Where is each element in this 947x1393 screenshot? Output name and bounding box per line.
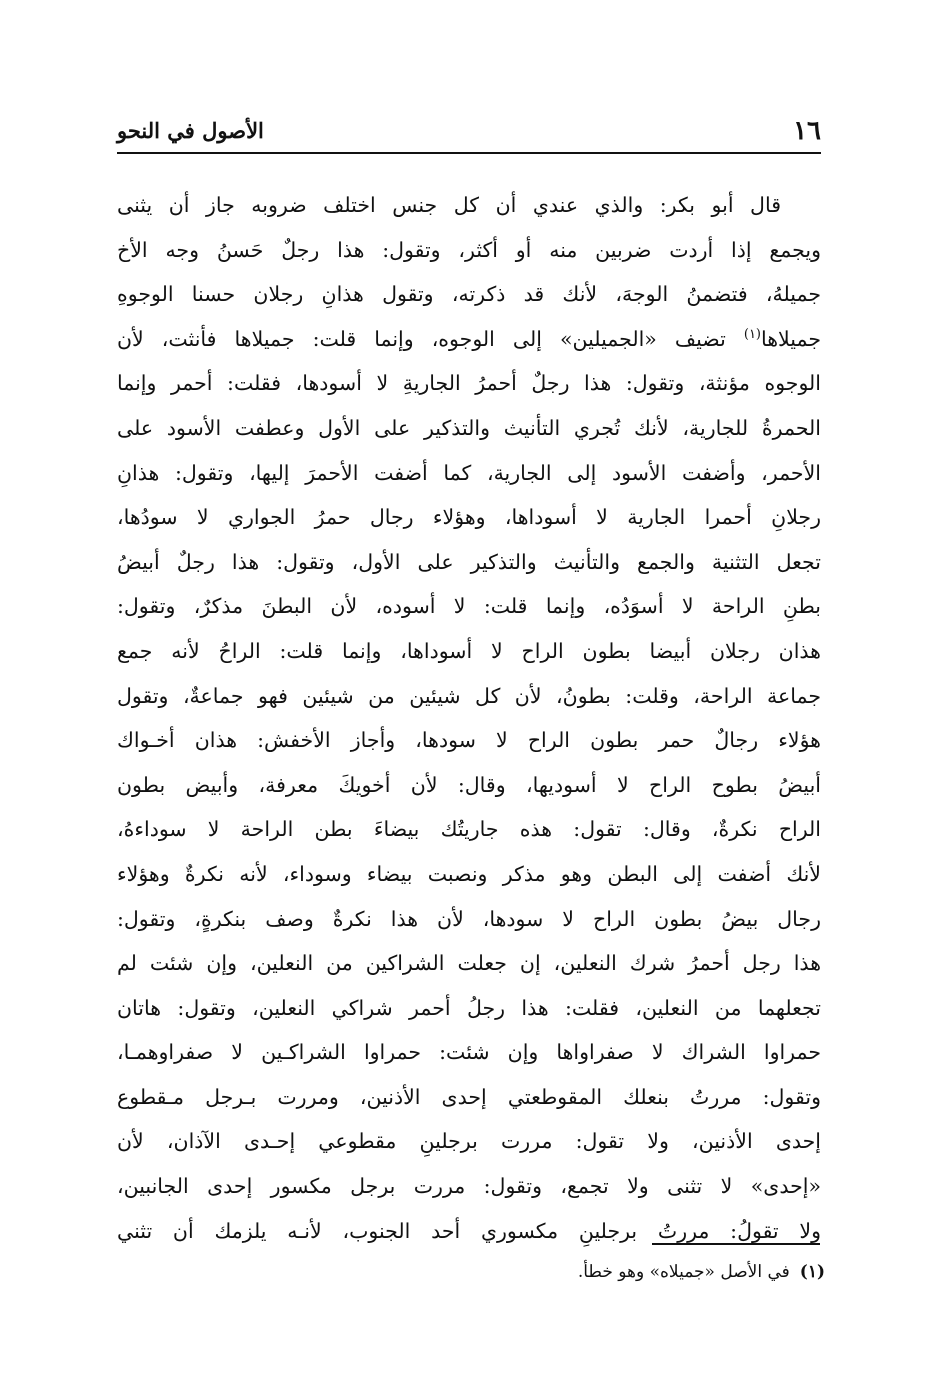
body-line: تجعلهما من النعلين، فقلت: هذا رجلُ أحمر شراكي النعلين، وتقول: هاتان xyxy=(117,995,821,1020)
body-line: «إحدى» لا تثنى ولا تجمع، وتقول: مررت برجل مكسور إحدى الجانبين، xyxy=(117,1174,821,1199)
body-line: الوجوه مؤنثة، وتقول: هذا رجلٌ أحمرُ الجاريةِ لا أسودها، فقلت: أحمر وإنما xyxy=(117,371,821,396)
body-line: ويجمع إذا أردت ضربين منه أو أكثر، وتقول: هذا رجلٌ حَسنُ وجه الأخ xyxy=(117,237,821,262)
header-rule xyxy=(117,152,821,154)
running-title: الأصول في النحو xyxy=(117,118,264,143)
body-line: جميلهُ، فتضمنُ الوجهَ، لأنك قد ذكرته، وتقول هذانِ رجلان حسنا الوجوهِ xyxy=(117,282,821,307)
body-line: الحمرةُ للجارية، لأنك تُجري التأنيث والتذكير على الأول وعطفت الأسود على xyxy=(117,415,821,440)
page-number: ١٦ xyxy=(793,116,821,146)
body-line: رجلانِ أحمرا الجارية لا أسوداها، وهؤلاء رجال حمرُ الجواري لا سودُها، xyxy=(117,505,821,530)
body-line: إحدى الأذنين، ولا تقول: مررت برجلينِ مقطوعي إحـدى الآذان، لأن xyxy=(117,1129,821,1154)
line-rest: تضيف «الجميلين» إلى الوجوه، وإنما قلت: جميلاها فأنثت، لأن xyxy=(117,326,726,351)
footnote-reference[interactable]: (١) xyxy=(743,326,761,342)
page-header xyxy=(117,116,821,156)
body-line-with-footnote xyxy=(117,317,821,362)
footnote-text: في الأصل «جميلاه» وهو خطأ. xyxy=(577,1262,790,1282)
body-line: أبيضُ بطوح الراح لا أسوديها، وقال: لأن أخويكَ معرفة، وأبيض بطون xyxy=(117,772,821,797)
footnote-separator xyxy=(652,1243,820,1245)
body-line: رجال بيضُ بطون الراح لا سودها، لأن هذا نكرةٌ وصف بنكرةٍ، وتقول: xyxy=(117,906,821,931)
body-line: هذان رجلان أبيضا بطون الراح لا أسوداها، وإنما قلت: الراحُ لأنه جمع xyxy=(117,638,821,663)
body-line: حمراوا الشراك لا صفراواها وإن شئت: حمراوا الشراكـين لا صفراوهمـا، xyxy=(117,1040,821,1065)
body-line: ولا تقولُ: مررتُ برجلينِ مكسوري أحد الجنوب، لأنـه يلزمك أن تثني xyxy=(117,1218,821,1243)
body-line: لأنك أضفت إلى البطن وهو مذكر ونصبت بيضاء وسوداء، لأنه نكرةٌ وهؤلاء xyxy=(117,861,821,886)
body-line: جماعة الراحة، وقلت: بطونُ، لأن كل شيئين من شيئين فهو جماعةٌ، وتقول xyxy=(117,683,821,708)
footnote-number: (١) xyxy=(799,1262,825,1282)
body-line: قال أبو بكر: والذي عندي أن كل جنس اختلف ضروبه جاز أن يثنى xyxy=(117,193,781,217)
footnote xyxy=(578,1262,825,1282)
body-line: هؤلاء رجالٌ حمر بطون الراح لا سودها، وأجاز الأخفش: هذان أخـواك xyxy=(117,728,821,753)
body-line: بطنِ الراحة لا أسوَدُه، وإنما قلت: لا أسوده، لأن البطنَ مذكرٌ، وتقول: xyxy=(117,594,821,619)
body-line: الأحمر، وأضفت الأسود إلى الجارية، كما أضفت الأحمرَ إليها، وتقول: هذانِ xyxy=(117,460,821,485)
body-line: تجعل التثنية والجمع والتأنيث والتذكير على الأول، وتقول: هذا رجلٌ أبيضُ xyxy=(117,549,821,574)
body-line: الراح نكرةٌ، وقال: تقول: هذه جاريتُك بيضاءَ بطن الراحة لا سوداءهُ، xyxy=(117,817,821,842)
body-line: وتقول: مررتُ بنعلك المقوطعتي إحدى الأذنين، ومررت بـرجل مـقطوع xyxy=(117,1084,821,1109)
body-text xyxy=(117,183,821,1253)
body-line: هذا رجل أحمرُ شرك النعلين، إن جعلت الشراكين من النعلين، وإن شئت لم xyxy=(117,951,821,976)
line-start-word: جميلاها xyxy=(761,326,821,351)
